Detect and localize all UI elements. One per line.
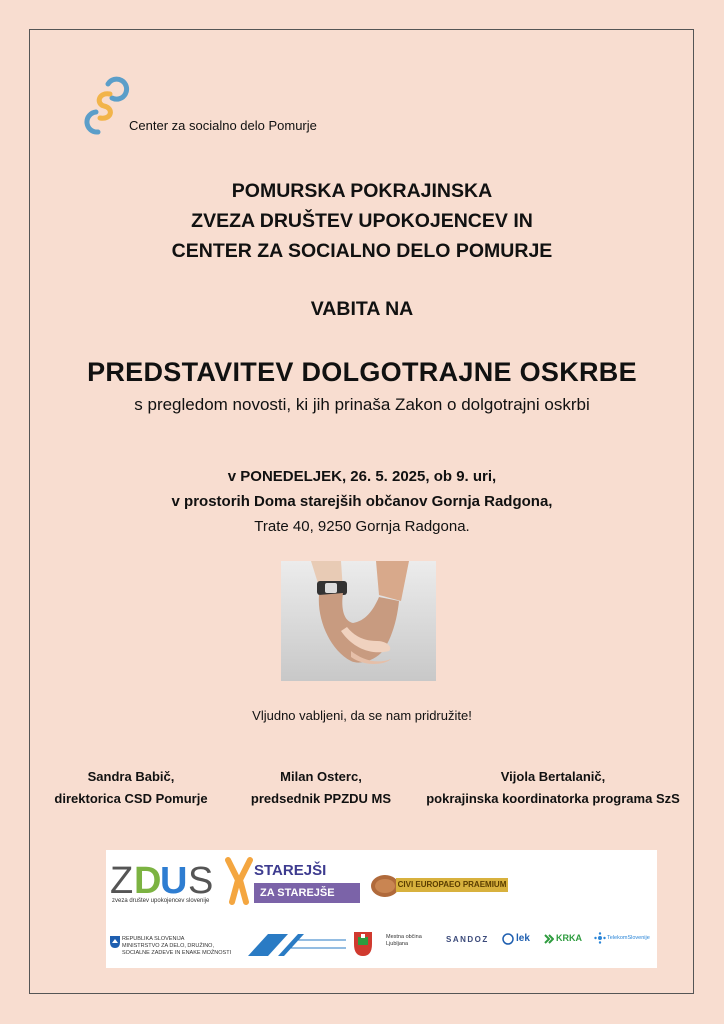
heading-line: ZVEZA DRUŠTEV UPOKOJENCEV IN [191, 210, 533, 232]
starejsi-logo-icon [224, 856, 254, 906]
signatory-name: Vijola Bertalanič, [500, 769, 606, 784]
signatory-2 [238, 766, 404, 810]
heading-line: POMURSKA POKRAJINSKA [231, 180, 493, 202]
svg-text:S: S [188, 860, 214, 898]
event-title: PREDSTAVITEV DOLGOTRAJNE OSKRBE [87, 357, 637, 387]
lek-logo-icon [502, 933, 514, 945]
sponsor-logos [106, 850, 657, 968]
event-subtitle: s pregledom novosti, ki jih prinaša Zakon o dolgotrajni oskrbi [134, 395, 590, 414]
signatory-role: predsednik PPZDU MS [250, 791, 392, 806]
event-details [0, 464, 724, 539]
invitation-heading [0, 176, 724, 266]
heading-line: CENTER ZA SOCIALNO DELO POMURJE [171, 240, 553, 262]
ministry-line: REPUBLIKA SLOVENIJA [122, 936, 185, 942]
svg-text:U: U [160, 860, 188, 898]
org-name: Center za socialno delo Pomurje [129, 118, 317, 133]
signatory-role: pokrajinska koordinatorka programa SzS [426, 791, 680, 806]
ministry-label [122, 936, 242, 957]
signatory-name: Milan Osterc, [280, 769, 362, 784]
starejsi-subtitle: ZA STAREJŠE [254, 883, 360, 903]
ljubljana-label [386, 934, 422, 948]
event-venue: v prostorih Doma starejših občanov Gornja Radgona, [171, 493, 553, 510]
ljubljana-line: Mestna občina [386, 934, 422, 940]
event-address: Trate 40, 9250 Gornja Radgona. [254, 518, 470, 535]
signatory-name: Sandra Babič, [87, 769, 175, 784]
event-date: v PONEDELJEK, 26. 5. 2025, ob 9. uri, [227, 468, 497, 485]
signatory-role: direktorica CSD Pomurje [54, 791, 208, 806]
signatory-1 [38, 766, 224, 810]
starejsi-label: STAREJŠI [254, 862, 327, 879]
welcome-text: Vljudno vabljeni, da se nam pridružite! [252, 708, 472, 723]
svg-text:D: D [134, 860, 162, 898]
telekom-logo-icon [594, 932, 606, 944]
foundation-logo-icon [238, 932, 348, 958]
ljubljana-line: Ljubljana [386, 941, 409, 947]
ministry-line: MINISTRSTVO ZA DELO, DRUŽINO, [122, 943, 214, 949]
telekom-label: TelekomSlovenije [607, 935, 650, 941]
signatory-3 [412, 766, 694, 810]
krka-label: KRKA [556, 933, 582, 943]
sandoz-logo: SANDOZ [446, 935, 489, 944]
zdus-logo-icon [110, 860, 220, 898]
holding-hands-photo [281, 561, 436, 681]
csd-logo-icon [80, 76, 130, 136]
krka-logo-icon [544, 934, 554, 944]
invites-text: VABITA NA [310, 298, 414, 320]
ljubljana-coat-of-arms-icon [354, 932, 372, 956]
zdus-tagline: zveza društev upokojencev slovenije [112, 898, 210, 904]
lek-label: lek [516, 933, 530, 944]
civi-award-label: CIVI EUROPAEO PRAEMIUM [396, 878, 508, 892]
svg-text:Z: Z [110, 860, 134, 898]
slovenia-coat-of-arms-icon [110, 936, 120, 948]
ministry-line: SOCIALNE ZADEVE IN ENAKE MOŽNOSTI [122, 950, 232, 956]
